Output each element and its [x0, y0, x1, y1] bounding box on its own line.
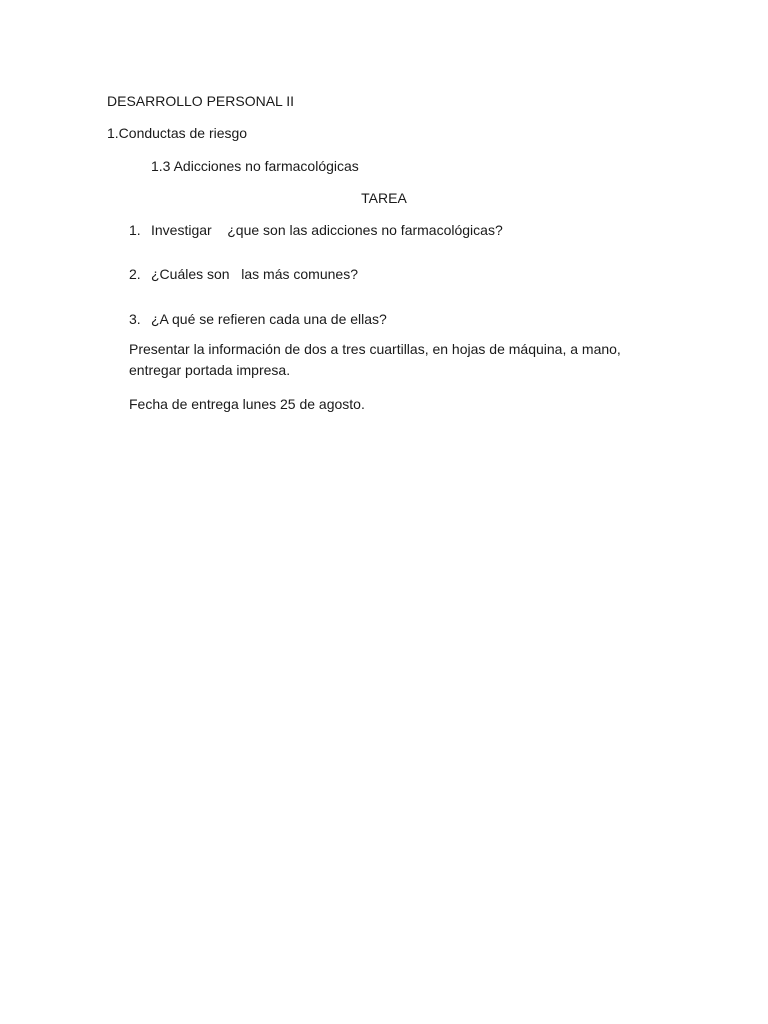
question-number: 1. [129, 222, 141, 238]
question-number: 2. [129, 266, 141, 282]
instructions-paragraph: Presentar la información de dos a tres cuartillas, en hojas de máquina, a mano, entregar portada impresa. [129, 341, 621, 378]
document-title: DESARROLLO PERSONAL II [107, 93, 294, 109]
question-item [129, 221, 503, 239]
question-text: ¿Cuáles son las más comunes? [151, 266, 358, 282]
task-heading: TAREA [361, 190, 407, 206]
subsection-heading: 1.3 Adicciones no farmacológicas [151, 158, 359, 174]
question-number: 3. [129, 311, 141, 327]
question-text: ¿A qué se refieren cada una de ellas? [151, 311, 387, 327]
due-date-paragraph: Fecha de entrega lunes 25 de agosto. [129, 396, 365, 412]
question-item [129, 265, 358, 283]
section-heading: 1.Conductas de riesgo [107, 125, 248, 141]
question-text: Investigar ¿que son las adicciones no farmacológicas? [151, 222, 503, 238]
question-item [129, 310, 387, 328]
